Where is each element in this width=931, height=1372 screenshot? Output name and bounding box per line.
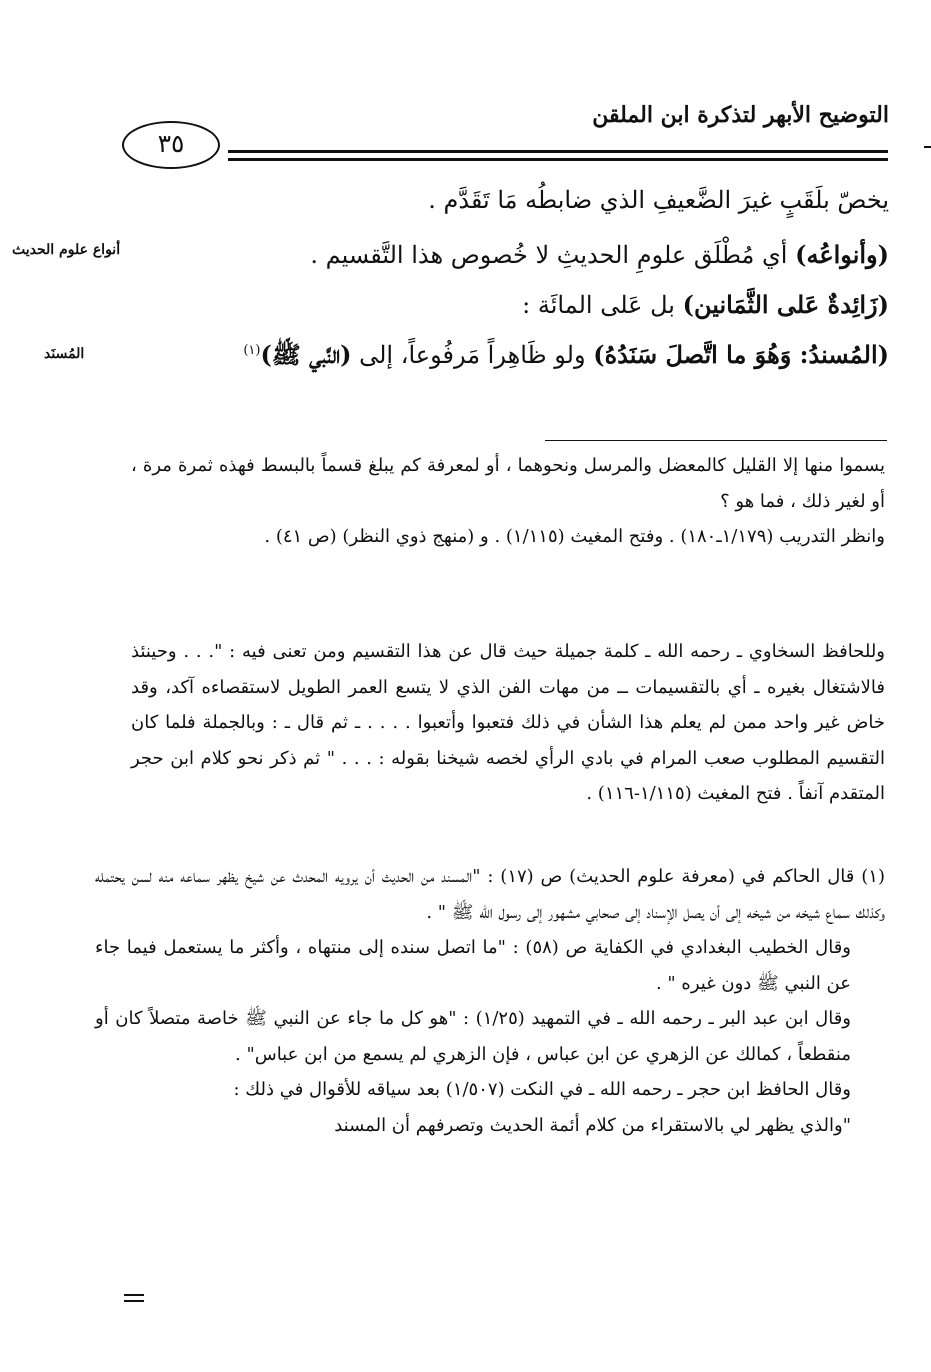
main-text-line-2-rest: أي مُطْلَق علومِ الحديثِ لا خُصوص هذا التَّقسيم .	[310, 241, 796, 269]
header-rule-bottom	[228, 158, 888, 161]
footnote-ibn-abd-al-barr: وقال ابن عبد البر ـ رحمه الله ـ في التمهيد (١/٢٥) : "هو كل ما جاء عن النبي ﷺ خاصة متصلاً كان أو منقطعاً ، كمالك عن الزهري عن ابن عباس ، فإن الزهري لم يسمع من ابن عباس" .	[95, 1008, 851, 1065]
footnote-paragraph	[95, 859, 885, 930]
footnote-marker: (١)	[861, 866, 885, 887]
main-text-line-3	[130, 290, 889, 319]
main-text-line-1: يخصّ بلَقَبٍ غيرَ الضَّعيفِ الذي ضابطُه مَا تَقَدَّم .	[428, 186, 889, 214]
footnote-separator	[545, 440, 887, 441]
main-text-line-4-mid: ولو ظَاهِراً مَرفُوعاً، إلى	[351, 341, 594, 369]
main-text-line-4	[130, 340, 889, 375]
header-rule-top	[228, 150, 888, 153]
footnote-continuation	[131, 448, 885, 555]
footnote-paragraph: يسموا منها إلا القليل كالمعضل والمرسل ونحوهما ، أو لمعرفة كم يبلغ قسماً بالبسط فهذه ثمرة مرة ، أو لغير ذلك ، فما هو ؟	[131, 455, 885, 512]
page-number: ٣٥	[122, 121, 220, 169]
main-text-line-2	[130, 240, 889, 269]
term-anwauhu: (وأنواعُه)	[795, 240, 889, 269]
footnote-paragraph: وانظر التدريب (١/١٧٩ـ١٨٠) . وفتح المغيث (١/١١٥) . و (منهج ذوي النظر) (ص ٤١) .	[264, 526, 885, 547]
term-nabi: (النَّبي ﷺ)	[260, 340, 352, 369]
footnote-khatib: وقال الخطيب البغدادي في الكفاية ص (٥٨) : "ما اتصل سنده إلى منتهاه ، وأكثر ما يستعمل فيما جاء عن النبي ﷺ دون غيره " .	[95, 937, 851, 994]
footnote-sakhawi	[131, 634, 885, 812]
continuation-mark	[124, 1294, 144, 1306]
footnote-paragraph: وللحافظ السخاوي ـ رحمه الله ـ كلمة جميلة حيث قال عن هذا التقسيم ومن تعنى فيه : ". . . وحينئذ فالاشتغال بغيره ـ أي بالتقسيمات ــ من مهات الفن الذي لا يتسع العمر الطويل لاستقصاءه آكد، وقد خاض غير واحد ممن لم يعلم هذا الشأن في ذلك فتعبوا وأتعبوا . . . . ـ ثم قال ـ : وبالجملة فلما كان التقسيم المطلوب صعب المرام في بادي الرأي لخصه شيخنا بقوله : . . . " ثم ذكر نحو كلام ابن حجر المتقدم آنفاً . فتح المغيث (١/١١٥-١١٦) .	[131, 641, 885, 804]
footnote-1	[95, 859, 885, 1143]
main-text-line-3-rest: بل عَلى المائَة :	[522, 291, 683, 319]
margin-note-musnad: المُسنَد	[44, 346, 85, 362]
term-musnad-definition: (المُسندُ: وَهُوَ ما اتَّصلَ سَنَدُهُ)	[593, 340, 889, 369]
footnote-ref-1: (١)	[243, 343, 261, 358]
margin-note-types: أنواع علوم الحديث	[12, 242, 121, 258]
footnote-ibn-hajar: وقال الحافظ ابن حجر ـ رحمه الله ـ في النكت (١/٥٠٧) بعد سياقه للأقوال في ذلك :	[233, 1079, 851, 1100]
footnote-hakim: قال الحاكم في (معرفة علوم الحديث) ص (١٧) : "المسند من الحديث أن يرويه المحدث عن شيخ يظهر سماعه منه لسن يحتمله وكذلك سماع شيخه من شيخه إلى أن يصل الإسناد إلى صحابي مشهور إلى رسول الله ﷺ " .	[95, 866, 885, 923]
edge-mark	[924, 146, 931, 148]
book-title: التوضيح الأبهر لتذكرة ابن الملقن	[592, 102, 889, 128]
term-zaidah: (زَائِدةٌ عَلى الثَّمَانين)	[682, 290, 889, 319]
footnote-quote-start: "والذي يظهر لي بالاستقراء من كلام أئمة الحديث وتصرفهم أن المسند	[334, 1114, 851, 1136]
